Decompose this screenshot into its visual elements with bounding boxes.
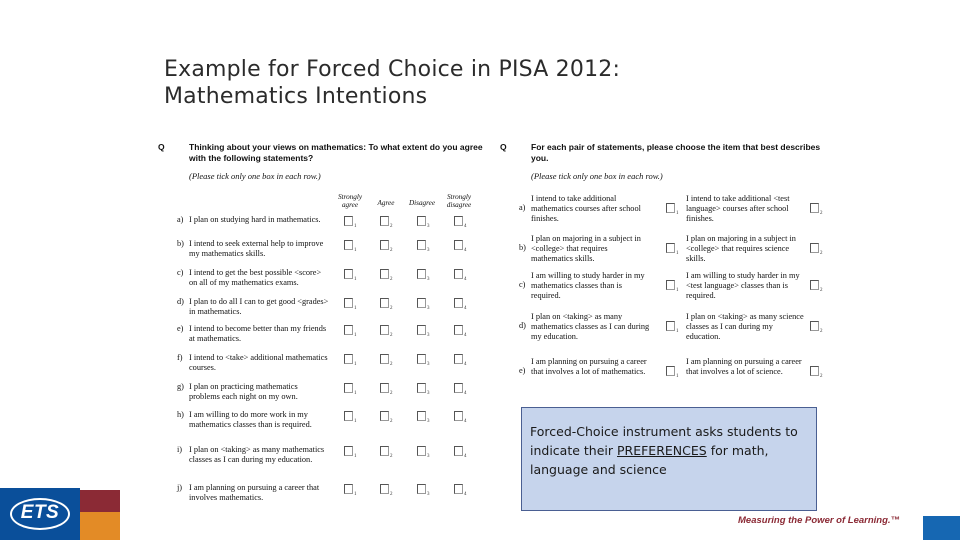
likert-checkbox[interactable]	[454, 325, 463, 335]
forced-q-label: Q	[500, 142, 507, 152]
likert-checkbox[interactable]	[380, 411, 389, 421]
likert-box-number: 2	[390, 224, 393, 229]
col-disagree: Disagree	[408, 199, 436, 207]
forced-box-number: 2	[820, 288, 823, 293]
likert-box-number: 1	[354, 454, 357, 459]
likert-box-number: 2	[390, 248, 393, 253]
slide-title-line2: Mathematics Intentions	[164, 84, 428, 109]
likert-box-number: 2	[390, 362, 393, 367]
forced-box-number: 1	[676, 329, 679, 334]
likert-checkbox[interactable]	[380, 325, 389, 335]
likert-checkbox[interactable]	[344, 216, 353, 226]
forced-pair-letter: a)	[519, 203, 526, 212]
brand-red-bar	[80, 490, 120, 512]
forced-question-text: For each pair of statements, please choose the item that best describes you.	[531, 142, 821, 163]
likert-box-number: 1	[354, 362, 357, 367]
likert-box-number: 3	[427, 492, 430, 497]
forced-box-number: 2	[820, 374, 823, 379]
likert-row-statement: I intend to <take> additional mathematics courses.	[189, 353, 328, 372]
likert-checkbox[interactable]	[344, 411, 353, 421]
likert-row-letter: a)	[177, 215, 184, 224]
likert-row-letter: c)	[177, 268, 184, 277]
likert-row-letter: e)	[177, 324, 184, 333]
likert-row-statement: I intend to become better than my friends at mathematics.	[189, 324, 327, 343]
likert-box-number: 4	[464, 454, 467, 459]
likert-row-statement: I am planning on pursuing a career that involves mathematics.	[189, 483, 320, 502]
forced-box-number: 1	[676, 288, 679, 293]
likert-question-panel	[158, 140, 488, 512]
likert-box-number: 4	[464, 391, 467, 396]
forced-checkbox[interactable]	[810, 321, 819, 331]
likert-checkbox[interactable]	[380, 484, 389, 494]
likert-checkbox[interactable]	[417, 240, 426, 250]
forced-checkbox[interactable]	[810, 366, 819, 376]
forced-pair-letter: c)	[519, 280, 526, 289]
forced-box-number: 2	[820, 211, 823, 216]
brand-blue-bar	[923, 516, 960, 540]
likert-row-letter: d)	[177, 297, 184, 306]
likert-checkbox[interactable]	[417, 216, 426, 226]
forced-box-number: 1	[676, 211, 679, 216]
likert-box-number: 4	[464, 224, 467, 229]
likert-box-number: 2	[390, 391, 393, 396]
forced-option-a: I plan on <taking> as many mathematics classes as I can during my education.	[531, 312, 650, 341]
slide-title	[164, 56, 804, 110]
forced-box-number: 1	[676, 251, 679, 256]
likert-box-number: 1	[354, 277, 357, 282]
likert-checkbox[interactable]	[454, 446, 463, 456]
forced-pair-letter: b)	[519, 243, 526, 252]
likert-row-statement: I plan on practicing mathematics problems each night on my own.	[189, 382, 298, 401]
col-agree: Agree	[377, 199, 395, 207]
likert-box-number: 1	[354, 224, 357, 229]
likert-checkbox[interactable]	[344, 269, 353, 279]
likert-checkbox[interactable]	[417, 484, 426, 494]
slide-title-line1: Example for Forced Choice in PISA 2012:	[164, 57, 621, 82]
note-text-before: Forced-Choice instrument asks students to indicate their	[530, 424, 798, 458]
likert-checkbox[interactable]	[454, 484, 463, 494]
forced-option-a: I intend to take additional mathematics courses after school finishes.	[531, 194, 641, 223]
likert-box-number: 1	[354, 333, 357, 338]
likert-question-text: Thinking about your views on mathematics: To what extent do you agree with the following statements?	[189, 142, 483, 163]
likert-checkbox[interactable]	[417, 325, 426, 335]
likert-checkbox[interactable]	[454, 411, 463, 421]
likert-checkbox[interactable]	[344, 240, 353, 250]
likert-box-number: 2	[390, 419, 393, 424]
likert-checkbox[interactable]	[454, 269, 463, 279]
forced-option-a: I am planning on pursuing a career that involves a lot of mathematics.	[531, 357, 647, 376]
likert-checkbox[interactable]	[380, 298, 389, 308]
likert-checkbox[interactable]	[344, 484, 353, 494]
likert-box-number: 3	[427, 419, 430, 424]
likert-checkbox[interactable]	[380, 240, 389, 250]
forced-checkbox[interactable]	[810, 243, 819, 253]
likert-checkbox[interactable]	[417, 269, 426, 279]
likert-box-number: 3	[427, 224, 430, 229]
likert-box-number: 2	[390, 306, 393, 311]
brand-orange-bar	[80, 512, 120, 540]
likert-row-statement: I intend to get the best possible <score> on all of my mathematics exams.	[189, 268, 322, 287]
likert-box-number: 3	[427, 362, 430, 367]
note-text-after: for math, language and science	[530, 443, 769, 477]
likert-checkbox[interactable]	[380, 269, 389, 279]
likert-checkbox[interactable]	[380, 383, 389, 393]
likert-checkbox[interactable]	[417, 383, 426, 393]
likert-checkbox[interactable]	[454, 354, 463, 364]
likert-row-letter: g)	[177, 382, 184, 391]
likert-box-number: 4	[464, 362, 467, 367]
likert-box-number: 2	[390, 454, 393, 459]
ets-logo	[0, 488, 80, 540]
likert-checkbox[interactable]	[380, 354, 389, 364]
likert-checkbox[interactable]	[380, 216, 389, 226]
ets-logo-text: ETS	[20, 502, 60, 523]
forced-box-number: 1	[676, 374, 679, 379]
likert-checkbox[interactable]	[344, 298, 353, 308]
col-strongly-agree: Strongly agree	[337, 193, 363, 209]
likert-box-number: 3	[427, 248, 430, 253]
likert-checkbox[interactable]	[344, 354, 353, 364]
forced-checkbox[interactable]	[666, 203, 675, 213]
forced-checkbox[interactable]	[810, 280, 819, 290]
forced-instruction: (Please tick only one box in each row.)	[531, 171, 663, 181]
likert-row-letter: j)	[177, 483, 183, 492]
likert-checkbox[interactable]	[454, 216, 463, 226]
likert-box-number: 3	[427, 333, 430, 338]
likert-row-letter: i)	[177, 445, 183, 454]
likert-checkbox[interactable]	[417, 446, 426, 456]
likert-box-number: 2	[390, 492, 393, 497]
forced-checkbox[interactable]	[666, 321, 675, 331]
forced-checkbox[interactable]	[666, 366, 675, 376]
likert-box-number: 3	[427, 454, 430, 459]
forced-option-b: I plan on <taking> as many science classes as I can during my education.	[686, 312, 804, 341]
forced-checkbox[interactable]	[666, 243, 675, 253]
likert-box-number: 1	[354, 306, 357, 311]
likert-checkbox[interactable]	[344, 446, 353, 456]
forced-pair-letter: d)	[519, 321, 526, 330]
likert-box-number: 4	[464, 277, 467, 282]
likert-box-number: 1	[354, 248, 357, 253]
forced-checkbox[interactable]	[666, 280, 675, 290]
note-callout	[521, 407, 817, 511]
likert-box-number: 3	[427, 391, 430, 396]
likert-checkbox[interactable]	[344, 325, 353, 335]
forced-option-a: I am willing to study harder in my mathematics classes than is required.	[531, 271, 645, 300]
forced-option-a: I plan on majoring in a subject in <college> that requires mathematics skills.	[531, 234, 641, 263]
forced-option-b: I plan on majoring in a subject in <college> that requires science skills.	[686, 234, 796, 263]
likert-box-number: 4	[464, 419, 467, 424]
likert-row-statement: I plan on studying hard in mathematics.	[189, 215, 321, 224]
likert-row-statement: I plan to do all I can to get good <grades> in mathematics.	[189, 297, 329, 316]
likert-box-number: 2	[390, 277, 393, 282]
likert-box-number: 1	[354, 419, 357, 424]
tagline: Measuring the Power of Learning.™	[738, 515, 901, 526]
likert-box-number: 3	[427, 306, 430, 311]
likert-box-number: 4	[464, 492, 467, 497]
likert-checkbox[interactable]	[454, 240, 463, 250]
likert-checkbox[interactable]	[417, 411, 426, 421]
note-text-emphasis: PREFERENCES	[617, 443, 707, 458]
forced-option-b: I am planning on pursuing a career that involves a lot of science.	[686, 357, 802, 376]
forced-pair-letter: e)	[519, 366, 526, 375]
likert-checkbox[interactable]	[417, 298, 426, 308]
forced-box-number: 2	[820, 251, 823, 256]
forced-box-number: 2	[820, 329, 823, 334]
likert-row-statement: I intend to seek external help to improve my mathematics skills.	[189, 239, 324, 258]
likert-box-number: 4	[464, 333, 467, 338]
likert-box-number: 4	[464, 248, 467, 253]
likert-box-number: 3	[427, 277, 430, 282]
likert-row-letter: f)	[177, 353, 183, 362]
likert-box-number: 2	[390, 333, 393, 338]
likert-checkbox[interactable]	[454, 383, 463, 393]
likert-checkbox[interactable]	[344, 383, 353, 393]
likert-checkbox[interactable]	[454, 298, 463, 308]
col-strongly-disagree: Strongly disagree	[446, 193, 472, 209]
likert-box-number: 4	[464, 306, 467, 311]
likert-instruction: (Please tick only one box in each row.)	[189, 171, 321, 181]
likert-row-statement: I plan on <taking> as many mathematics classes as I can during my education.	[189, 445, 325, 464]
likert-checkbox[interactable]	[417, 354, 426, 364]
likert-q-label: Q	[158, 142, 165, 152]
forced-option-b: I am willing to study harder in my <test language> classes than is required.	[686, 271, 800, 300]
likert-row-letter: b)	[177, 239, 184, 248]
forced-checkbox[interactable]	[810, 203, 819, 213]
likert-row-statement: I am willing to do more work in my mathematics classes than is required.	[189, 410, 312, 429]
forced-option-b: I intend to take additional <test language> courses after school finishes.	[686, 194, 790, 223]
likert-row-letter: h)	[177, 410, 184, 419]
likert-box-number: 1	[354, 391, 357, 396]
likert-box-number: 1	[354, 492, 357, 497]
likert-checkbox[interactable]	[380, 446, 389, 456]
forced-choice-panel	[500, 140, 830, 390]
